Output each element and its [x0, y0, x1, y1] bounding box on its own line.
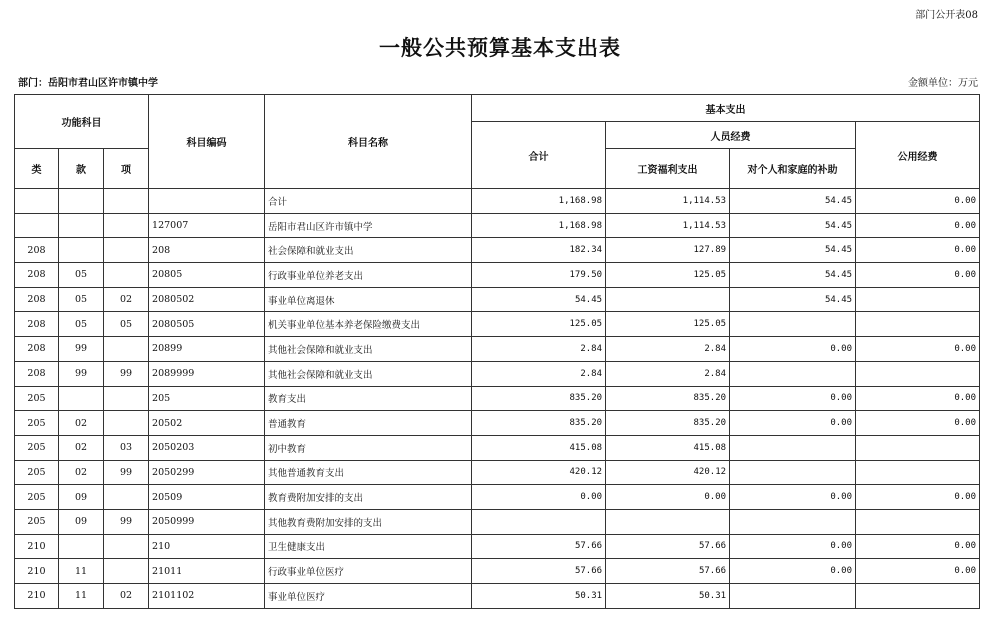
- cell-code: 2101102: [149, 584, 265, 609]
- cell-salary: 125.05: [606, 312, 730, 337]
- cell-xiang: [104, 534, 149, 559]
- cell-xiang: [104, 386, 149, 411]
- cell-subsidy: [730, 584, 856, 609]
- table-row: [15, 584, 980, 609]
- cell-total: 50.31: [472, 584, 606, 609]
- cell-xiang: 99: [104, 509, 149, 534]
- cell-name: 其他社会保障和就业支出: [265, 361, 472, 386]
- cell-lei: 205: [15, 386, 59, 411]
- cell-name: 普通教育: [265, 411, 472, 436]
- cell-kuan: 11: [59, 559, 104, 584]
- cell-lei: 210: [15, 584, 59, 609]
- cell-public: 0.00: [856, 337, 980, 362]
- cell-code: 127007: [149, 213, 265, 238]
- cell-xiang: 02: [104, 584, 149, 609]
- cell-code: 2050299: [149, 460, 265, 485]
- cell-code: 2080502: [149, 287, 265, 312]
- cell-subsidy: [730, 361, 856, 386]
- cell-salary: 420.12: [606, 460, 730, 485]
- cell-kuan: 11: [59, 584, 104, 609]
- cell-kuan: 09: [59, 509, 104, 534]
- cell-subsidy: 0.00: [730, 411, 856, 436]
- cell-name: 教育费附加安排的支出: [265, 485, 472, 510]
- cell-kuan: 09: [59, 485, 104, 510]
- table-row: [15, 189, 980, 214]
- cell-subsidy: 0.00: [730, 559, 856, 584]
- cell-xiang: [104, 485, 149, 510]
- cell-kuan: 02: [59, 460, 104, 485]
- cell-name: 事业单位离退休: [265, 287, 472, 312]
- cell-kuan: 99: [59, 337, 104, 362]
- header-subject-name: 科目名称: [265, 95, 472, 189]
- cell-subsidy: [730, 312, 856, 337]
- cell-salary: 2.84: [606, 337, 730, 362]
- cell-total: 182.34: [472, 238, 606, 263]
- cell-xiang: [104, 238, 149, 263]
- cell-lei: 208: [15, 263, 59, 288]
- cell-public: [856, 287, 980, 312]
- cell-xiang: [104, 189, 149, 214]
- cell-salary: 0.00: [606, 485, 730, 510]
- header-functional-subject: 功能科目: [15, 95, 149, 149]
- budget-table: [14, 94, 980, 609]
- header-public-funds: 公用经费: [856, 122, 980, 189]
- cell-total: 54.45: [472, 287, 606, 312]
- cell-code: 2050999: [149, 509, 265, 534]
- cell-code: 20899: [149, 337, 265, 362]
- cell-subsidy: [730, 509, 856, 534]
- table-row: [15, 435, 980, 460]
- cell-salary: 57.66: [606, 534, 730, 559]
- cell-name: 卫生健康支出: [265, 534, 472, 559]
- cell-salary: 57.66: [606, 559, 730, 584]
- cell-kuan: 05: [59, 287, 104, 312]
- header-xiang: 项: [104, 149, 149, 189]
- cell-salary: 835.20: [606, 386, 730, 411]
- cell-subsidy: 0.00: [730, 534, 856, 559]
- cell-public: 0.00: [856, 189, 980, 214]
- cell-lei: 208: [15, 238, 59, 263]
- cell-public: 0.00: [856, 559, 980, 584]
- cell-lei: 210: [15, 534, 59, 559]
- cell-lei: 205: [15, 460, 59, 485]
- cell-lei: 205: [15, 411, 59, 436]
- cell-total: 125.05: [472, 312, 606, 337]
- cell-xiang: [104, 337, 149, 362]
- cell-xiang: 03: [104, 435, 149, 460]
- cell-xiang: 99: [104, 361, 149, 386]
- table-row: [15, 263, 980, 288]
- header-total: 合计: [472, 122, 606, 189]
- cell-total: 835.20: [472, 386, 606, 411]
- cell-name: 行政事业单位医疗: [265, 559, 472, 584]
- cell-name: 事业单位医疗: [265, 584, 472, 609]
- cell-public: 0.00: [856, 213, 980, 238]
- cell-kuan: [59, 238, 104, 263]
- cell-public: [856, 584, 980, 609]
- cell-total: 2.84: [472, 361, 606, 386]
- cell-name: 行政事业单位养老支出: [265, 263, 472, 288]
- cell-code: 21011: [149, 559, 265, 584]
- cell-salary: 415.08: [606, 435, 730, 460]
- cell-salary: 1,114.53: [606, 213, 730, 238]
- cell-code: [149, 189, 265, 214]
- cell-lei: 205: [15, 509, 59, 534]
- header-lei: 类: [15, 149, 59, 189]
- cell-total: 835.20: [472, 411, 606, 436]
- cell-public: [856, 509, 980, 534]
- cell-name: 合计: [265, 189, 472, 214]
- cell-salary: 835.20: [606, 411, 730, 436]
- cell-total: 57.66: [472, 534, 606, 559]
- table-row: [15, 287, 980, 312]
- cell-lei: 205: [15, 435, 59, 460]
- cell-total: 57.66: [472, 559, 606, 584]
- cell-total: 1,168.98: [472, 213, 606, 238]
- cell-salary: [606, 509, 730, 534]
- cell-total: 1,168.98: [472, 189, 606, 214]
- cell-lei: 208: [15, 361, 59, 386]
- cell-public: 0.00: [856, 263, 980, 288]
- cell-public: [856, 312, 980, 337]
- cell-kuan: 05: [59, 263, 104, 288]
- cell-lei: [15, 213, 59, 238]
- cell-name: 其他社会保障和就业支出: [265, 337, 472, 362]
- header-salary-welfare: 工资福利支出: [606, 149, 730, 189]
- table-row: [15, 312, 980, 337]
- cell-code: 208: [149, 238, 265, 263]
- cell-code: 205: [149, 386, 265, 411]
- header-personnel: 人员经费: [606, 122, 856, 149]
- header-subject-code: 科目编码: [149, 95, 265, 189]
- cell-salary: 125.05: [606, 263, 730, 288]
- table-row: [15, 337, 980, 362]
- header-kuan: 款: [59, 149, 104, 189]
- cell-lei: 208: [15, 337, 59, 362]
- table-row: [15, 559, 980, 584]
- cell-total: 420.12: [472, 460, 606, 485]
- cell-salary: 1,114.53: [606, 189, 730, 214]
- report-number: 部门公开表08: [915, 10, 978, 21]
- cell-public: [856, 435, 980, 460]
- cell-total: 2.84: [472, 337, 606, 362]
- cell-name: 其他普通教育支出: [265, 460, 472, 485]
- cell-kuan: [59, 189, 104, 214]
- cell-lei: 205: [15, 485, 59, 510]
- cell-kuan: [59, 386, 104, 411]
- cell-salary: 2.84: [606, 361, 730, 386]
- cell-salary: 127.89: [606, 238, 730, 263]
- cell-subsidy: [730, 435, 856, 460]
- cell-subsidy: 0.00: [730, 485, 856, 510]
- cell-lei: 210: [15, 559, 59, 584]
- cell-salary: [606, 287, 730, 312]
- cell-code: 20502: [149, 411, 265, 436]
- cell-kuan: 99: [59, 361, 104, 386]
- cell-code: 2089999: [149, 361, 265, 386]
- table-row: [15, 534, 980, 559]
- cell-total: 0.00: [472, 485, 606, 510]
- table-row: [15, 411, 980, 436]
- cell-public: 0.00: [856, 485, 980, 510]
- cell-xiang: 05: [104, 312, 149, 337]
- cell-total: 415.08: [472, 435, 606, 460]
- table-row: [15, 509, 980, 534]
- cell-public: 0.00: [856, 238, 980, 263]
- cell-subsidy: 54.45: [730, 213, 856, 238]
- department-label: 部门：岳阳市君山区许市镇中学: [18, 78, 158, 89]
- cell-xiang: 02: [104, 287, 149, 312]
- table-row: [15, 485, 980, 510]
- cell-name: 岳阳市君山区许市镇中学: [265, 213, 472, 238]
- cell-xiang: [104, 213, 149, 238]
- cell-kuan: [59, 534, 104, 559]
- cell-name: 初中教育: [265, 435, 472, 460]
- cell-subsidy: 0.00: [730, 386, 856, 411]
- cell-total: 179.50: [472, 263, 606, 288]
- cell-kuan: 02: [59, 435, 104, 460]
- cell-subsidy: 0.00: [730, 337, 856, 362]
- cell-subsidy: 54.45: [730, 287, 856, 312]
- cell-kuan: 02: [59, 411, 104, 436]
- cell-public: 0.00: [856, 411, 980, 436]
- cell-total: [472, 509, 606, 534]
- cell-xiang: [104, 559, 149, 584]
- table-row: [15, 386, 980, 411]
- cell-name: 社会保障和就业支出: [265, 238, 472, 263]
- table-row: [15, 213, 980, 238]
- cell-name: 其他教育费附加安排的支出: [265, 509, 472, 534]
- cell-xiang: [104, 263, 149, 288]
- cell-public: 0.00: [856, 534, 980, 559]
- cell-name: 教育支出: [265, 386, 472, 411]
- cell-code: 210: [149, 534, 265, 559]
- cell-code: 20805: [149, 263, 265, 288]
- cell-code: 2050203: [149, 435, 265, 460]
- cell-name: 机关事业单位基本养老保险缴费支出: [265, 312, 472, 337]
- cell-kuan: 05: [59, 312, 104, 337]
- cell-public: [856, 361, 980, 386]
- page-title: 一般公共预算基本支出表: [379, 35, 621, 60]
- cell-public: 0.00: [856, 386, 980, 411]
- table-row: [15, 361, 980, 386]
- cell-public: [856, 460, 980, 485]
- cell-code: 20509: [149, 485, 265, 510]
- cell-lei: 208: [15, 312, 59, 337]
- cell-salary: 50.31: [606, 584, 730, 609]
- header-basic-expenditure: 基本支出: [472, 95, 980, 122]
- cell-subsidy: 54.45: [730, 263, 856, 288]
- table-row: [15, 460, 980, 485]
- cell-subsidy: [730, 460, 856, 485]
- cell-lei: [15, 189, 59, 214]
- amount-unit-label: 金额单位：万元: [908, 78, 978, 89]
- cell-lei: 208: [15, 287, 59, 312]
- cell-subsidy: 54.45: [730, 189, 856, 214]
- cell-subsidy: 54.45: [730, 238, 856, 263]
- cell-xiang: 99: [104, 460, 149, 485]
- cell-code: 2080505: [149, 312, 265, 337]
- cell-xiang: [104, 411, 149, 436]
- table-row: [15, 238, 980, 263]
- header-personal-family-subsidy: 对个人和家庭的补助: [730, 149, 856, 189]
- cell-kuan: [59, 213, 104, 238]
